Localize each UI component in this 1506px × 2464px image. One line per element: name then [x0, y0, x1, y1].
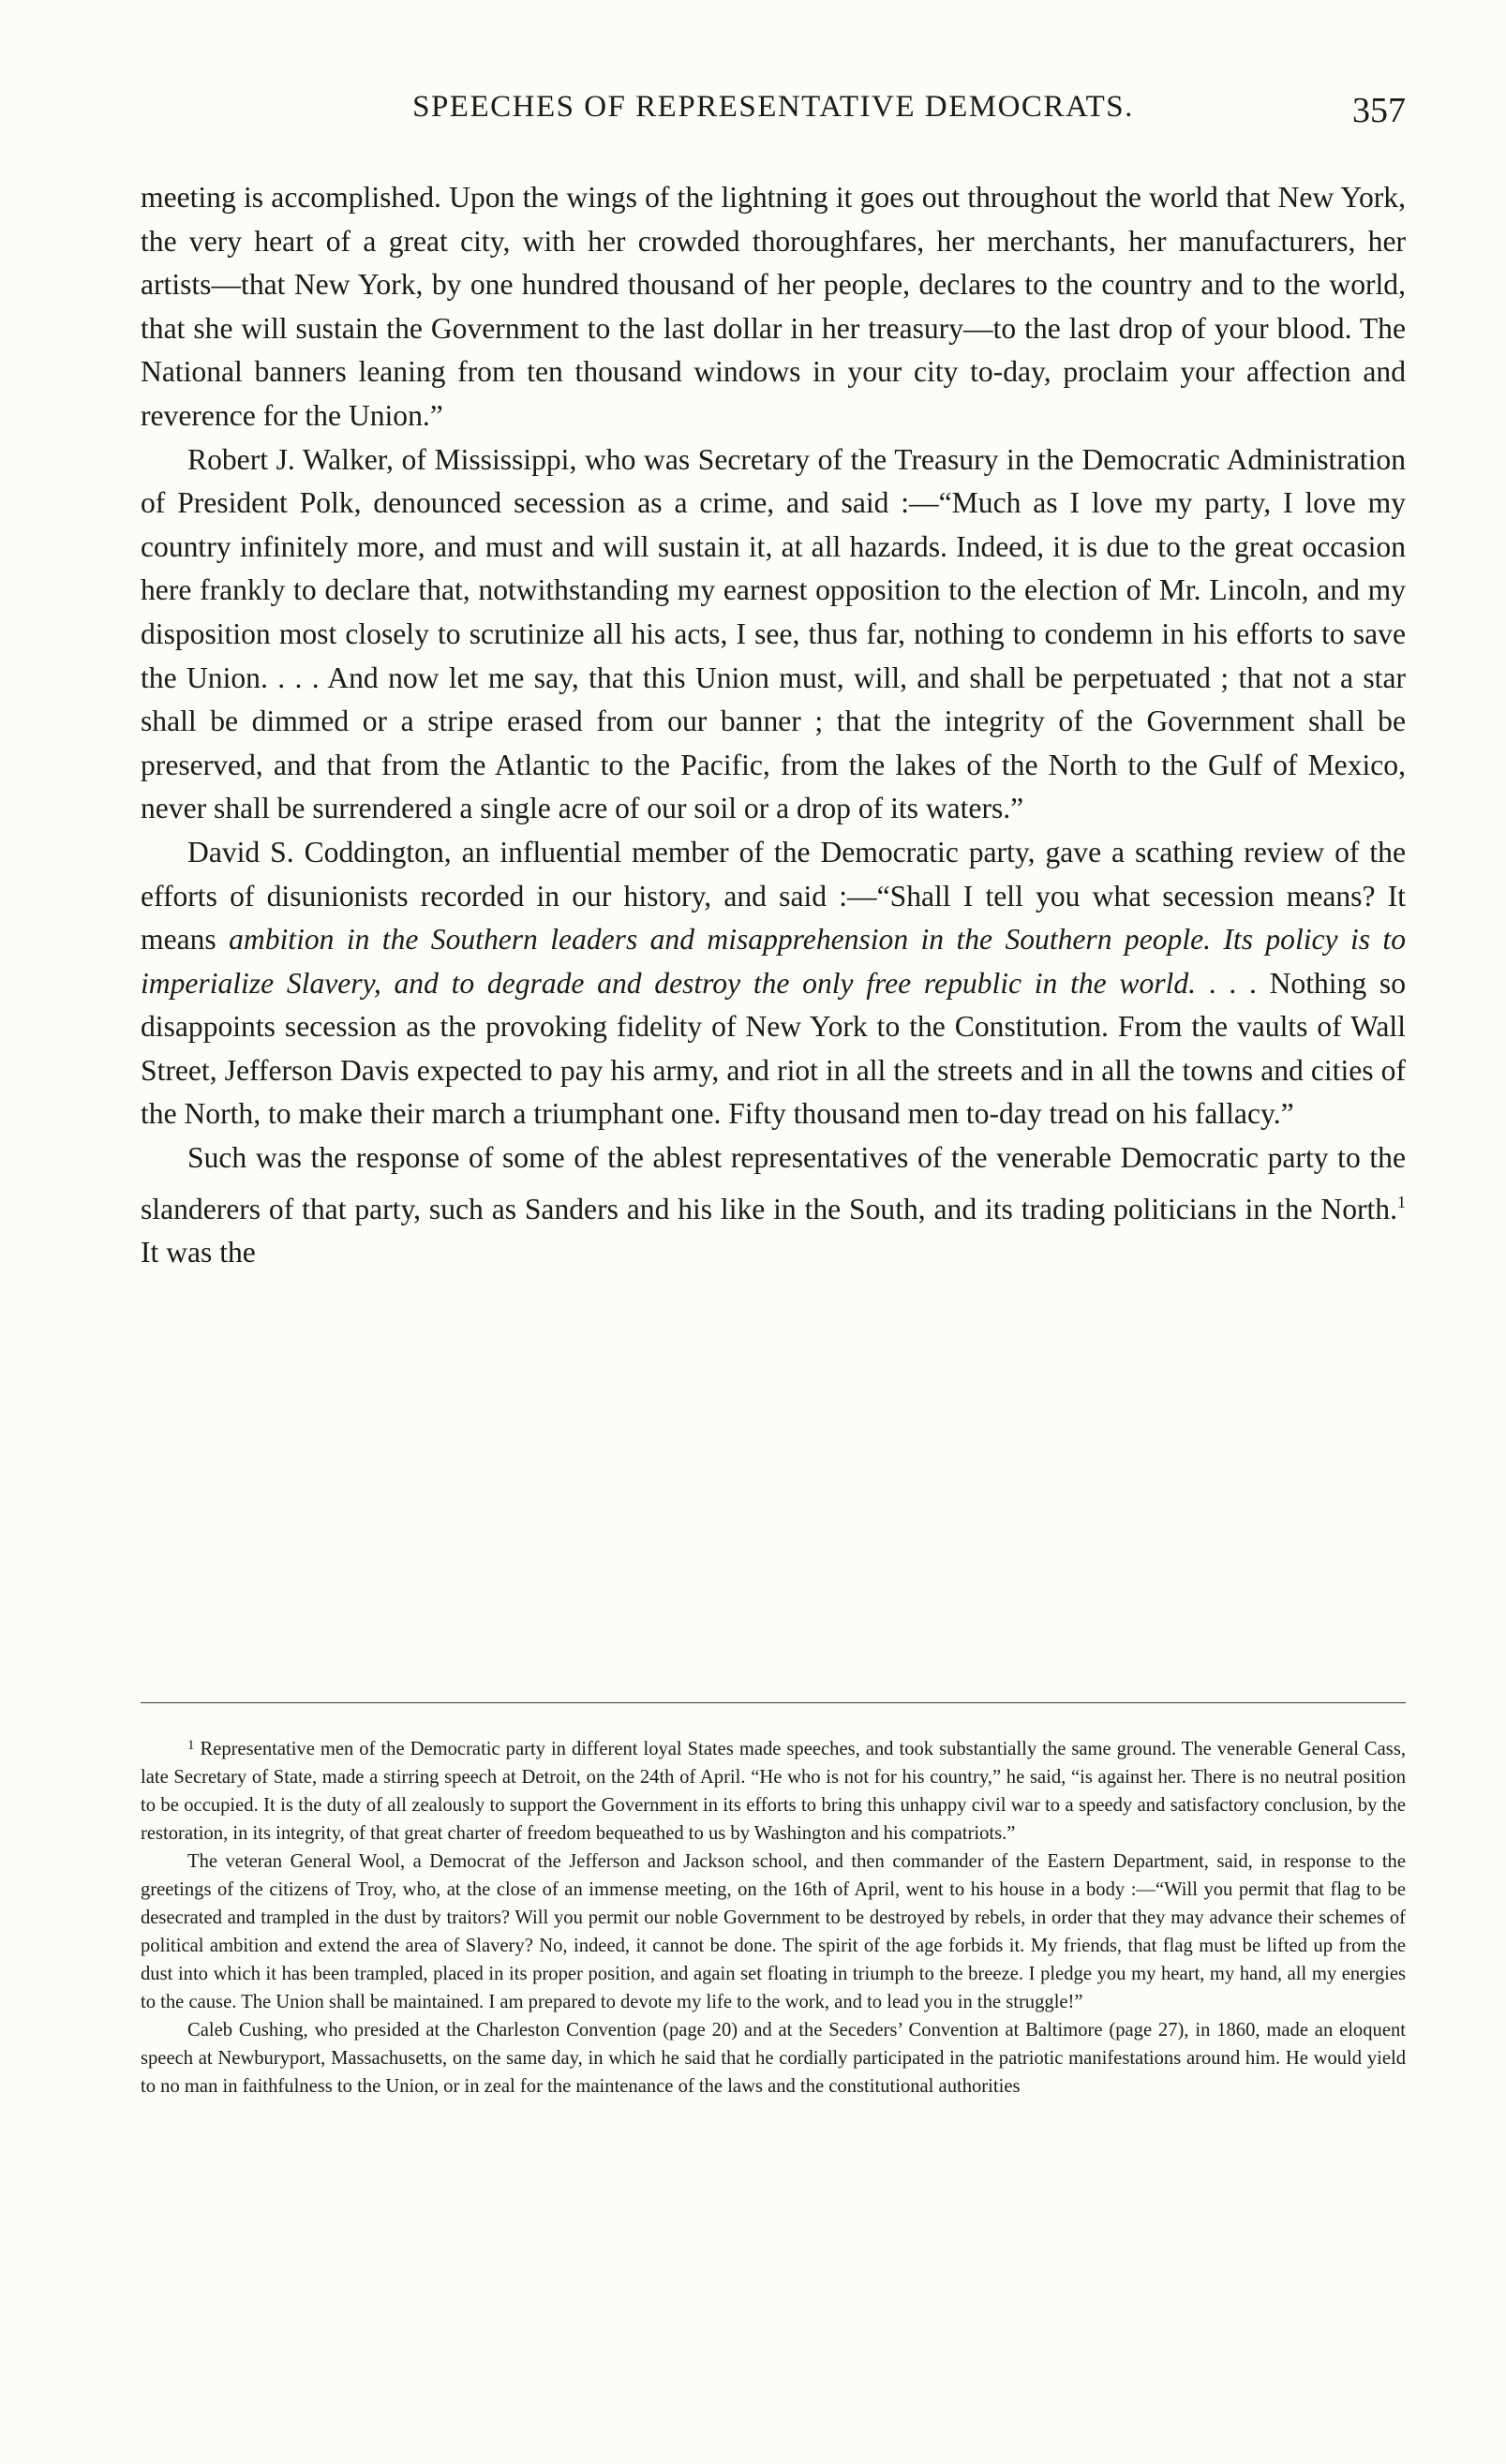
main-text: [141, 176, 1406, 1275]
footnote-text: Representative men of the Democratic party in different loyal States made speeches, and took substantially the same ground. The venerable General Cass, late Secretary of State, made a stirring speech at Detroit, on the 24th of April. “He who is not for his country,” he said, “is against her. There is no neutral position to be occupied. It is the duty of all zealously to support the Government in its efforts to bring this unhappy civil war to a speedy and satisfactory conclusion, by the restoration, in its integrity, of that great charter of freedom bequeathed to us by Washington and his compatriots.”: [141, 1739, 1406, 1844]
paragraph-text: David S. Coddington, an influential member of the Democratic party, gave a scathing review of the efforts of disunionists recorded in our history, and said :—“Shall I tell you what secession means? It means: [141, 835, 1406, 957]
footnote-cushing: [141, 2016, 1406, 2100]
paragraph-text: Such was the response of some of the ablest representatives of the venerable Democratic party to the slanderers of that party, such as Sanders and his like in the South, and its trading politicians in the North.: [141, 1141, 1406, 1225]
footnote-1: [141, 1731, 1406, 1848]
paragraph-text: meeting is accomplished. Upon the wings of the lightning it goes out throughout the world that New York, the very heart of a great city, with her crowded thoroughfares, her merchants, her manufacturers, her artists—that New York, by one hundred thousand of her people, declares to the country and to the world, that she will sustain the Government to the last dollar in her treasury—to the last drop of your blood. The National banners leaning from ten thousand windows in your city to-day, proclaim your affection and reverence for the Union.”: [141, 181, 1406, 432]
footnote-divider: [141, 1702, 1406, 1703]
paragraph-text: Robert J. Walker, of Mississippi, who was Secretary of the Treasury in the Democratic Administration of President Polk, denounced secession as a crime, and said :—“Much as I love my party, I love my country infinitely more, and must and will sustain it, at all hazards. Indeed, it is due to the great occasion here frankly to declare that, notwithstanding my earnest opposition to the election of Mr. Lincoln, and my disposition most closely to scrutinize all his acts, I see, thus far, nothing to condemn in his efforts to save the Union. . . . And now let me say, that this Union must, will, and shall be perpetuated ; that not a star shall be dimmed or a stripe erased from our banner ; that the integrity of the Government shall be preserved, and that from the Atlantic to the Pacific, from the lakes of the North to the Gulf of Mexico, never shall be surrendered a single acre of our soil or a drop of its waters.”: [141, 442, 1406, 825]
paragraph-text: . . . Nothing so disappoints secession as the provoking fidelity of New York to the Constitution. From the vaults of Wall Street, Jefferson Davis expected to pay his army, and riot in all the streets and in all the towns and cities of the North, to make their march a triumphant one. Fifty thousand men to-day tread on his fallacy.”: [141, 966, 1406, 1131]
paragraph-walker: [141, 438, 1406, 831]
footnote-text: Caleb Cushing, who presided at the Charleston Convention (page 20) and at the Seceders’ Convention at Baltimore (page 27), in 1860, made an eloquent speech at Newburyport, Massachusetts, on the same day, in which he said that he cordially participated in the patriotic manifestations around him. He would yield to no man in faithfulness to the Union, or in zeal for the maintenance of the laws and the constitutional authorities: [141, 2020, 1406, 2097]
footnote-mark: 1: [187, 1738, 195, 1753]
footnote-text: The veteran General Wool, a Democrat of the Jefferson and Jackson school, and then commander of the Eastern Department, said, in response to the greetings of the citizens of Troy, who, at the close of an immense meeting, on the 16th of April, went to his house in a body :—“Will you permit that flag to be desecrated and trampled in the dust by traitors? Will you permit our noble Government to be destroyed by rebels, in order that they may advance their schemes of political ambition and extend the area of Slavery? No, indeed, it cannot be done. The spirit of the age forbids it. My friends, that flag must be lifted up from the dust into which it has been trampled, placed in its proper position, and again set floating in triumph to the breeze. I pledge you my heart, my hand, all my energies to the cause. The Union shall be maintained. I am prepared to devote my life to the work, and to lead you in the struggle!”: [141, 1851, 1406, 2012]
paragraph-coddington: [141, 831, 1406, 1136]
running-title: SPEECHES OF REPRESENTATIVE DEMOCRATS.: [412, 90, 1134, 124]
paragraph-continued: [141, 176, 1406, 438]
running-head: [141, 90, 1406, 137]
page-number: 357: [1352, 91, 1406, 130]
footnotes: [141, 1731, 1406, 2100]
paragraph-text: It was the: [141, 1236, 256, 1269]
italic-quote: ambition in the Southern leaders and misapprehension in the Southern people. Its policy is to imperialize Slavery, and to degrade and destroy the only free republic in the world.: [141, 923, 1406, 1000]
paragraph-response: [141, 1136, 1406, 1275]
footnote-reference[interactable]: 1: [1397, 1192, 1406, 1211]
footnote-wool: [141, 1848, 1406, 2016]
